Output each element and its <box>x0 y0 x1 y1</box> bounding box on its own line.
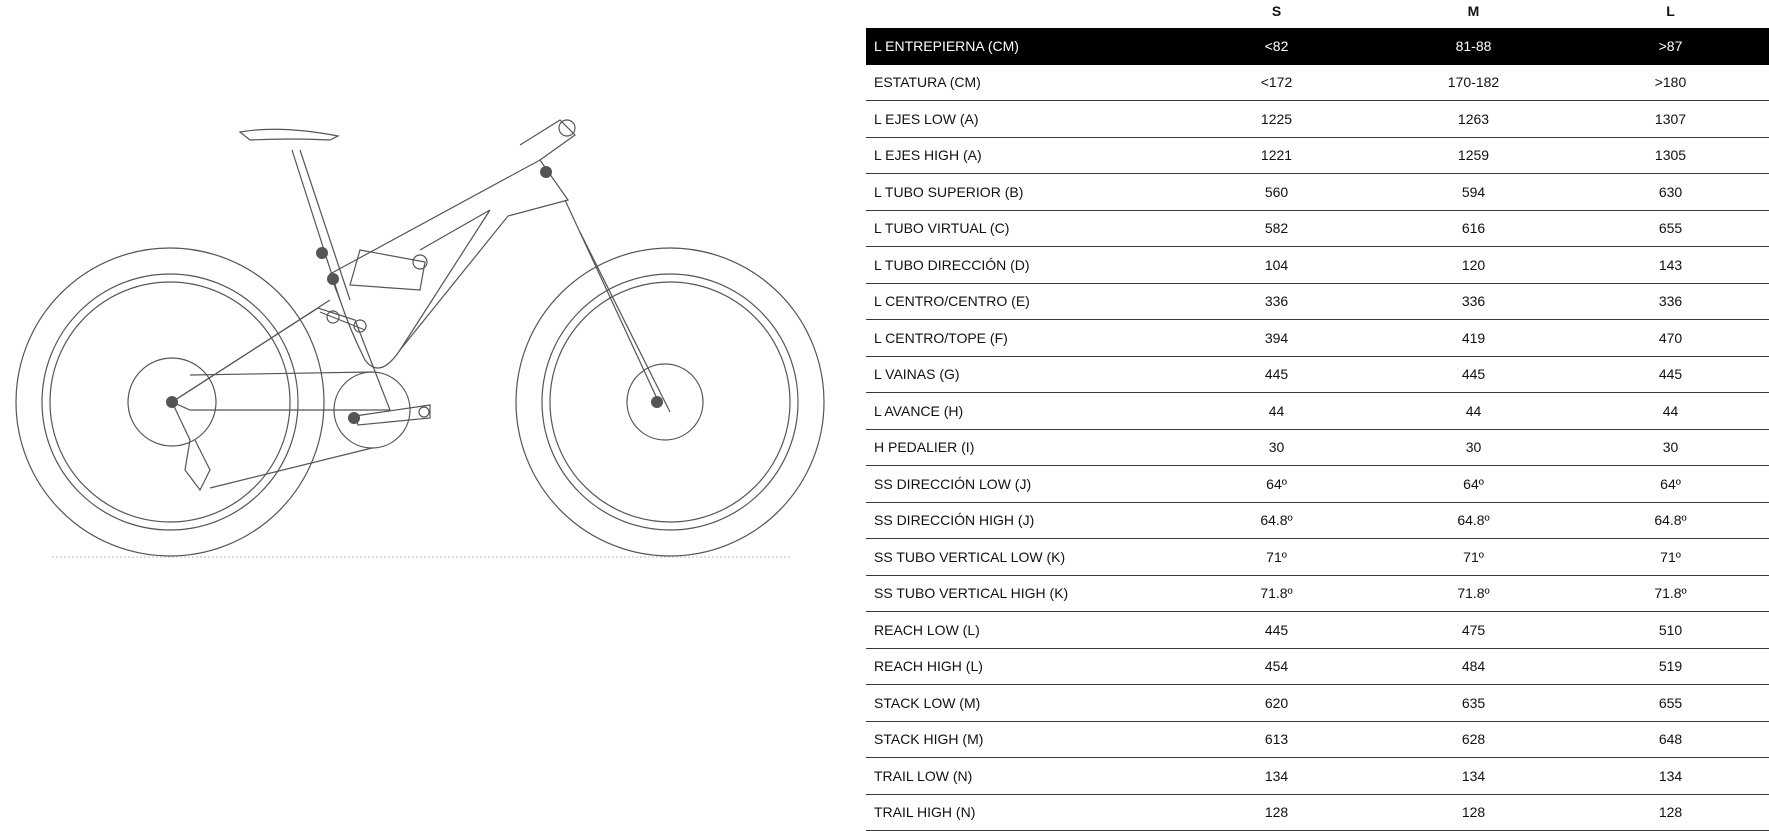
table-row <box>866 356 1769 393</box>
value-cell-s: 613 <box>1178 721 1375 758</box>
row-label: L EJES HIGH (A) <box>866 137 1178 174</box>
size-header-m: M <box>1467 3 1480 19</box>
table-row <box>866 648 1769 685</box>
table-row <box>866 283 1769 320</box>
value-cell-l: 134 <box>1572 758 1769 795</box>
value-cell-s: 445 <box>1178 612 1375 649</box>
value-cell-l: 128 <box>1572 794 1769 831</box>
table-row <box>866 64 1769 101</box>
row-label: STACK LOW (M) <box>866 685 1178 722</box>
row-label: REACH LOW (L) <box>866 612 1178 649</box>
value-cell-m: 419 <box>1375 320 1572 357</box>
table-row <box>866 429 1769 466</box>
value-cell-l: 44 <box>1572 393 1769 430</box>
row-label: TRAIL LOW (N) <box>866 758 1178 795</box>
table-row <box>866 466 1769 503</box>
row-label: STACK HIGH (M) <box>866 721 1178 758</box>
value-cell-l: 519 <box>1572 648 1769 685</box>
value-cell-l: 655 <box>1572 210 1769 247</box>
value-cell-m: 628 <box>1375 721 1572 758</box>
value-cell-m: 120 <box>1375 247 1572 284</box>
row-label: L TUBO SUPERIOR (B) <box>866 174 1178 211</box>
value-cell-m: 1263 <box>1375 101 1572 138</box>
row-label: L EJES LOW (A) <box>866 101 1178 138</box>
bike-illustration-panel <box>0 0 840 824</box>
value-cell-s: <82 <box>1178 28 1375 64</box>
row-label: L CENTRO/CENTRO (E) <box>866 283 1178 320</box>
value-cell-s: 620 <box>1178 685 1375 722</box>
value-cell-m: 64.8º <box>1375 502 1572 539</box>
table-row <box>866 247 1769 284</box>
value-cell-l: 648 <box>1572 721 1769 758</box>
row-label: SS DIRECCIÓN LOW (J) <box>866 466 1178 503</box>
value-cell-m: 336 <box>1375 283 1572 320</box>
value-cell-m: 81-88 <box>1375 28 1572 64</box>
header-label-cell <box>866 0 1178 28</box>
value-cell-s: 394 <box>1178 320 1375 357</box>
value-cell-l: 64º <box>1572 466 1769 503</box>
table-row <box>866 210 1769 247</box>
table-row <box>866 758 1769 795</box>
row-label: L VAINAS (G) <box>866 356 1178 393</box>
row-label: SS TUBO VERTICAL LOW (K) <box>866 539 1178 576</box>
value-cell-m: 71.8º <box>1375 575 1572 612</box>
value-cell-s: 71.8º <box>1178 575 1375 612</box>
row-label: SS TUBO VERTICAL HIGH (K) <box>866 575 1178 612</box>
value-cell-m: 71º <box>1375 539 1572 576</box>
value-cell-m: 594 <box>1375 174 1572 211</box>
front-wheel-outer-icon <box>516 248 824 556</box>
value-cell-s: 44 <box>1178 393 1375 430</box>
row-label: SS DIRECCIÓN HIGH (J) <box>866 502 1178 539</box>
value-cell-l: 143 <box>1572 247 1769 284</box>
table-row <box>866 174 1769 211</box>
value-cell-s: 582 <box>1178 210 1375 247</box>
size-header-l: L <box>1666 3 1675 19</box>
row-label: L ENTREPIERNA (CM) <box>866 28 1178 64</box>
table-row <box>866 137 1769 174</box>
table-row <box>866 101 1769 138</box>
value-cell-s: 64º <box>1178 466 1375 503</box>
value-cell-l: 30 <box>1572 429 1769 466</box>
value-cell-l: 336 <box>1572 283 1769 320</box>
value-cell-s: 560 <box>1178 174 1375 211</box>
value-cell-s: 64.8º <box>1178 502 1375 539</box>
value-cell-m: 635 <box>1375 685 1572 722</box>
value-cell-s: 30 <box>1178 429 1375 466</box>
table-row <box>866 612 1769 649</box>
table-row <box>866 393 1769 430</box>
row-label: L TUBO DIRECCIÓN (D) <box>866 247 1178 284</box>
table-row <box>866 502 1769 539</box>
value-cell-l: 64.8º <box>1572 502 1769 539</box>
table-row <box>866 539 1769 576</box>
value-cell-l: 655 <box>1572 685 1769 722</box>
value-cell-s: 104 <box>1178 247 1375 284</box>
geometry-table <box>866 0 1769 831</box>
value-cell-m: 170-182 <box>1375 64 1572 101</box>
value-cell-l: 1305 <box>1572 137 1769 174</box>
row-label: H PEDALIER (I) <box>866 429 1178 466</box>
value-cell-l: 470 <box>1572 320 1769 357</box>
value-cell-s: 128 <box>1178 794 1375 831</box>
size-header-s: S <box>1271 3 1282 19</box>
value-cell-l: >87 <box>1572 28 1769 64</box>
value-cell-m: 134 <box>1375 758 1572 795</box>
value-cell-s: 134 <box>1178 758 1375 795</box>
table-row <box>866 685 1769 722</box>
value-cell-l: 71.8º <box>1572 575 1769 612</box>
row-label: L TUBO VIRTUAL (C) <box>866 210 1178 247</box>
value-cell-s: 1225 <box>1178 101 1375 138</box>
value-cell-m: 44 <box>1375 393 1572 430</box>
value-cell-s: 454 <box>1178 648 1375 685</box>
value-cell-m: 484 <box>1375 648 1572 685</box>
geometry-table-body <box>866 28 1769 831</box>
row-label: REACH HIGH (L) <box>866 648 1178 685</box>
table-row <box>866 721 1769 758</box>
row-label: ESTATURA (CM) <box>866 64 1178 101</box>
value-cell-s: 445 <box>1178 356 1375 393</box>
value-cell-m: 64º <box>1375 466 1572 503</box>
row-label: L AVANCE (H) <box>866 393 1178 430</box>
value-cell-s: 71º <box>1178 539 1375 576</box>
size-header-row <box>866 0 1769 28</box>
value-cell-m: 616 <box>1375 210 1572 247</box>
value-cell-l: 1307 <box>1572 101 1769 138</box>
table-row <box>866 794 1769 831</box>
row-label: TRAIL HIGH (N) <box>866 794 1178 831</box>
value-cell-l: >180 <box>1572 64 1769 101</box>
value-cell-s: <172 <box>1178 64 1375 101</box>
value-cell-m: 128 <box>1375 794 1572 831</box>
value-cell-m: 30 <box>1375 429 1572 466</box>
value-cell-l: 510 <box>1572 612 1769 649</box>
value-cell-m: 475 <box>1375 612 1572 649</box>
value-cell-s: 336 <box>1178 283 1375 320</box>
value-cell-s: 1221 <box>1178 137 1375 174</box>
value-cell-m: 1259 <box>1375 137 1572 174</box>
table-row <box>866 575 1769 612</box>
value-cell-l: 630 <box>1572 174 1769 211</box>
table-row <box>866 320 1769 357</box>
value-cell-l: 71º <box>1572 539 1769 576</box>
bike-geometry-illustration <box>0 0 840 600</box>
value-cell-l: 445 <box>1572 356 1769 393</box>
row-label: L CENTRO/TOPE (F) <box>866 320 1178 357</box>
value-cell-m: 445 <box>1375 356 1572 393</box>
table-row <box>866 28 1769 64</box>
